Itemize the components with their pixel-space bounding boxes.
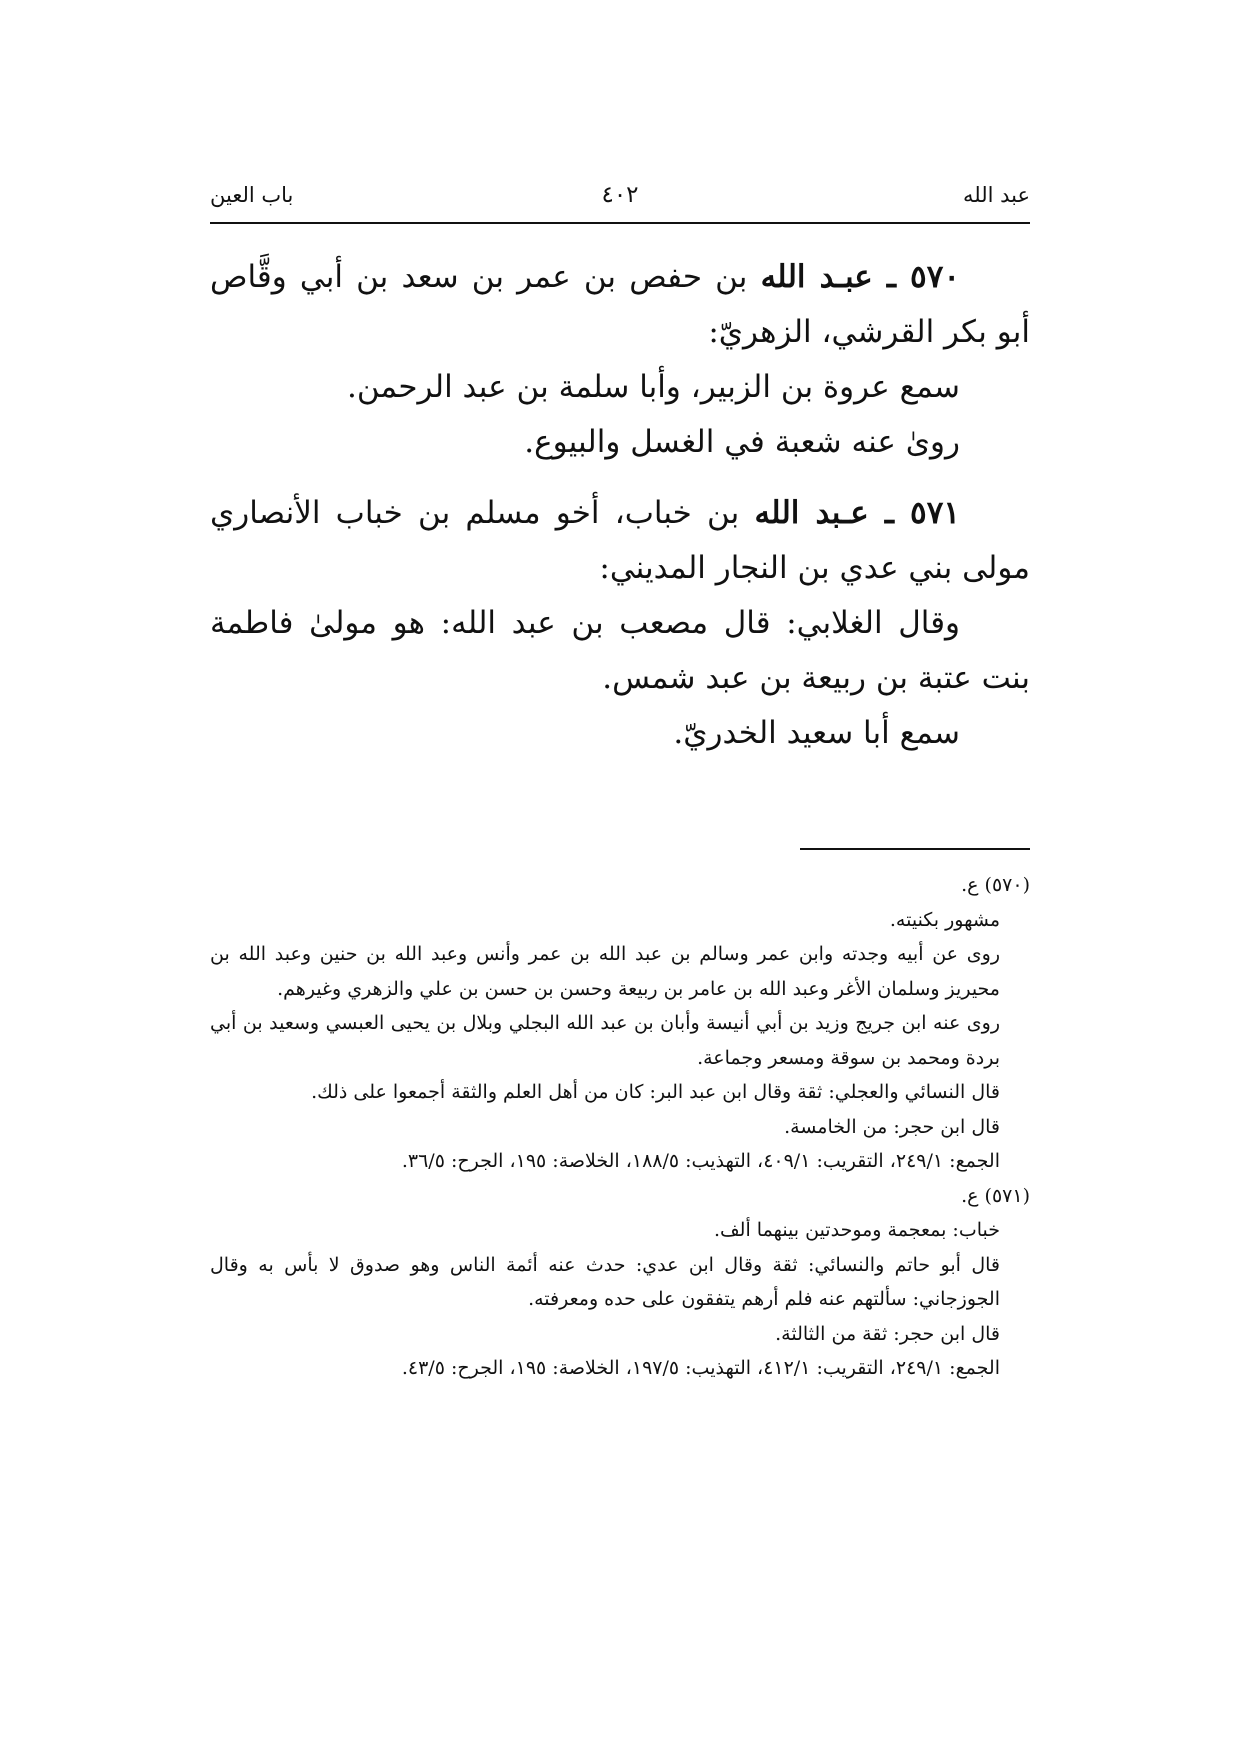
entry-name: عـبد الله: [754, 495, 869, 531]
footnote: [210, 1179, 1030, 1386]
main-text: [210, 250, 1030, 761]
entry-description: بن خباب، أخو مسلم بن خباب الأنصاري مولى بني عدي بن النجار المديني:: [210, 495, 1030, 586]
footnote-line: قال أبو حاتم والنسائي: ثقة وقال ابن عدي: حدث عنه أئمة الناس وهو صدوق لا بأس به وقال الجوزجاني: سألتهم عنه فلم أرهم يتفقون على حده ومعرفته.: [210, 1253, 1000, 1310]
entry-line: وقال الغلابي: قال مصعب بن عبد الله: هو مولىٰ فاطمة بنت عتبة بن ربيعة بن عبد شمس.: [210, 605, 1030, 696]
entry-heading: ٥٧٠ ـ عبـد الله بن حفص بن عمر بن سعد بن أبي وقَّاص أبو بكر القرشي، الزهريّ:: [210, 259, 1030, 350]
page-number: ٤٠٢: [601, 182, 639, 208]
footnote-marker: (٥٧١) ع.: [961, 1184, 1030, 1207]
entry-heading: ٥٧١ ـ عـبد الله بن خباب، أخو مسلم بن خباب الأنصاري مولى بني عدي بن النجار المديني:: [210, 495, 1030, 586]
footnotes: [210, 868, 1030, 1386]
entry-line: سمع أبا سعيد الخدريّ.: [673, 715, 960, 751]
footnote-line: قال النسائي والعجلي: ثقة وقال ابن عبد البر: كان من أهل العلم والثقة أجمعوا على ذلك.: [311, 1081, 1000, 1103]
footnote-line: روى عن أبيه وجدته وابن عمر وسالم بن عبد الله بن عمر وأنس وعبد الله بن حنين وعبد الله بن محيريز وسلمان الأغر وعبد الله بن عامر بن ربيعة وحسن بن حسن بن علي والزهري وغيرهم.: [210, 943, 1000, 1000]
footnote-line: خباب: بمعجمة وموحدتين بينهما ألف.: [713, 1219, 1000, 1241]
footnote-marker: (٥٧٠) ع.: [961, 874, 1030, 896]
footnote-line: روى عنه ابن جريج وزيد بن أبي أنيسة وأبان بن عبد الله البجلي وبلال بن يحيى العبسي وسعيد بن أبي بردة ومحمد بن سوقة ومسعر وجماعة.: [210, 1012, 1000, 1069]
footnote-line: قال ابن حجر: من الخامسة.: [784, 1115, 1000, 1138]
header-rule: [210, 222, 1030, 224]
entry-line: سمع عروة بن الزبير، وأبا سلمة بن عبد الرحمن.: [346, 369, 960, 405]
header-section-title: عبد الله: [962, 183, 1030, 207]
entry-line: روىٰ عنه شعبة في الغسل والبيوع.: [524, 424, 960, 460]
header-chapter-title: باب العين: [210, 183, 294, 207]
entry-number: ٥٧٠: [910, 259, 960, 295]
entry-description: بن حفص بن عمر بن سعد بن أبي وقَّاص أبو بكر القرشي، الزهريّ:: [210, 259, 1030, 350]
footnote-line: مشهور بكنيته.: [889, 908, 1000, 931]
footnote-line: الجمع: ٢٤٩/١، التقريب: ٤١٢/١، التهذيب: ١٩٧/٥، الخلاصة: ١٩٥، الجرح: ٤٣/٥.: [401, 1357, 1000, 1379]
entry-number: ٥٧١: [910, 495, 960, 531]
running-header: [210, 180, 1030, 220]
footnote: [210, 868, 1030, 1179]
footnote-line: الجمع: ٢٤٩/١، التقريب: ٤٠٩/١، التهذيب: ١٨٨/٥، الخلاصة: ١٩٥، الجرح: ٣٦/٥.: [401, 1150, 1000, 1172]
entry-name: عبـد الله: [760, 259, 873, 295]
footnote-separator: [800, 848, 1030, 850]
footnote-line: قال ابن حجر: ثقة من الثالثة.: [775, 1322, 1000, 1345]
